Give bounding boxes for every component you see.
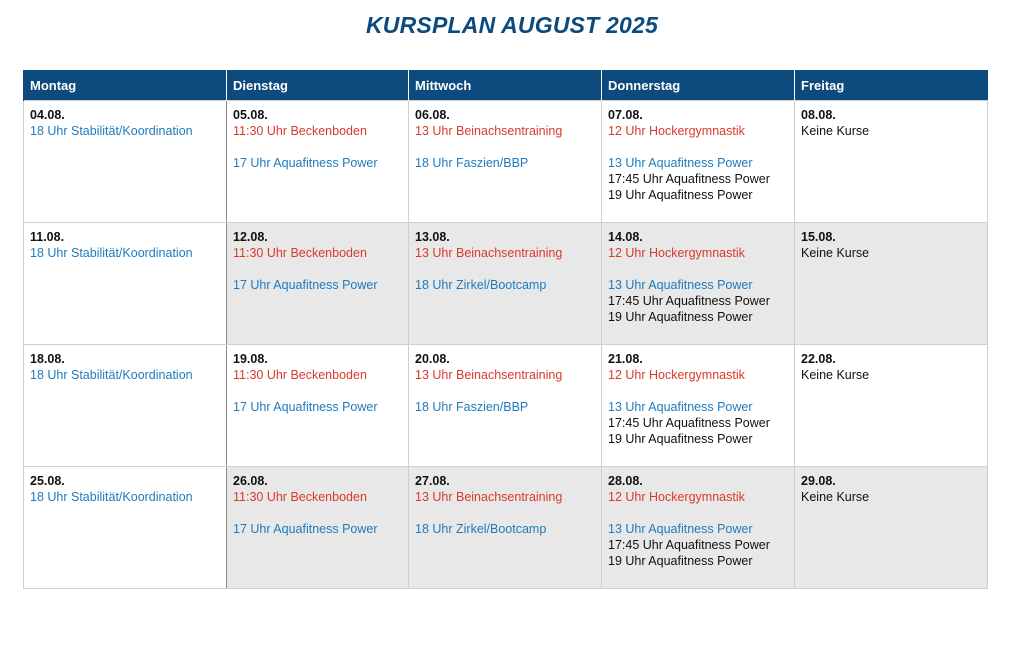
course-entry: 11:30 Uhr Beckenboden <box>233 124 367 138</box>
schedule-body <box>24 101 988 589</box>
day-date: 05.08. <box>233 108 268 122</box>
day-date: 22.08. <box>801 352 836 366</box>
course-entry: 17:45 Uhr Aquafitness Power <box>608 538 770 552</box>
course-entry: 12 Uhr Hockergymnastik <box>608 368 745 382</box>
course-entry: 18 Uhr Zirkel/Bootcamp <box>415 522 547 536</box>
course-entry: 18 Uhr Stabilität/Koordination <box>30 368 193 382</box>
day-date: 07.08. <box>608 108 643 122</box>
day-cell <box>409 467 602 589</box>
course-entry: Keine Kurse <box>801 490 870 504</box>
course-entry: 13 Uhr Beinachsentraining <box>415 368 563 382</box>
course-entry: 18 Uhr Stabilität/Koordination <box>30 124 193 138</box>
day-date: 04.08. <box>30 108 65 122</box>
week-row <box>24 223 988 345</box>
day-cell <box>602 101 795 223</box>
spacer-line <box>415 261 595 277</box>
course-entry: 18 Uhr Stabilität/Koordination <box>30 490 193 504</box>
day-cell <box>602 467 795 589</box>
course-entry: 13 Uhr Beinachsentraining <box>415 246 563 260</box>
course-entry: 18 Uhr Faszien/BBP <box>415 156 529 170</box>
day-date: 20.08. <box>415 352 450 366</box>
course-entry: 19 Uhr Aquafitness Power <box>608 554 753 568</box>
day-cell <box>409 101 602 223</box>
spacer-line <box>233 505 402 521</box>
spacer-line <box>415 383 595 399</box>
course-entry: 12 Uhr Hockergymnastik <box>608 124 745 138</box>
day-cell <box>602 223 795 345</box>
course-entry: 12 Uhr Hockergymnastik <box>608 246 745 260</box>
day-date: 18.08. <box>30 352 65 366</box>
day-date: 19.08. <box>233 352 268 366</box>
day-cell <box>24 101 227 223</box>
course-entry: Keine Kurse <box>801 368 870 382</box>
week-row <box>24 101 988 223</box>
course-entry: 11:30 Uhr Beckenboden <box>233 246 367 260</box>
page-title: KURSPLAN AUGUST 2025 <box>366 12 658 38</box>
course-entry: 17:45 Uhr Aquafitness Power <box>608 172 770 186</box>
course-entry: 13 Uhr Aquafitness Power <box>608 156 753 170</box>
course-entry: 13 Uhr Aquafitness Power <box>608 278 753 292</box>
course-entry: 17:45 Uhr Aquafitness Power <box>608 416 770 430</box>
day-date: 26.08. <box>233 474 268 488</box>
day-date: 28.08. <box>608 474 643 488</box>
course-schedule-table <box>23 70 988 589</box>
day-date: 13.08. <box>415 230 450 244</box>
course-entry: Keine Kurse <box>801 246 870 260</box>
day-cell <box>24 223 227 345</box>
day-cell <box>602 345 795 467</box>
header-cell: Mittwoch <box>409 70 602 101</box>
course-entry: 18 Uhr Zirkel/Bootcamp <box>415 278 547 292</box>
day-cell <box>795 223 988 345</box>
day-cell <box>24 345 227 467</box>
day-cell <box>227 345 409 467</box>
day-cell <box>795 101 988 223</box>
day-cell <box>227 467 409 589</box>
spacer-line <box>415 505 595 521</box>
spacer-line <box>233 383 402 399</box>
day-date: 29.08. <box>801 474 836 488</box>
spacer-line <box>608 261 788 277</box>
week-row <box>24 467 988 589</box>
week-row <box>24 345 988 467</box>
spacer-line <box>608 505 788 521</box>
day-cell <box>409 345 602 467</box>
course-entry: 19 Uhr Aquafitness Power <box>608 310 753 324</box>
course-entry: 11:30 Uhr Beckenboden <box>233 490 367 504</box>
course-entry: Keine Kurse <box>801 124 870 138</box>
day-date: 14.08. <box>608 230 643 244</box>
course-entry: 19 Uhr Aquafitness Power <box>608 188 753 202</box>
day-date: 25.08. <box>30 474 65 488</box>
course-entry: 13 Uhr Beinachsentraining <box>415 490 563 504</box>
header-cell: Montag <box>24 70 227 101</box>
course-entry: 13 Uhr Beinachsentraining <box>415 124 563 138</box>
day-date: 11.08. <box>30 230 65 244</box>
header-cell: Donnerstag <box>602 70 795 101</box>
day-date: 27.08. <box>415 474 450 488</box>
day-cell <box>409 223 602 345</box>
spacer-line <box>608 383 788 399</box>
course-entry: 17 Uhr Aquafitness Power <box>233 522 378 536</box>
day-date: 21.08. <box>608 352 643 366</box>
course-entry: 12 Uhr Hockergymnastik <box>608 490 745 504</box>
header-cell: Dienstag <box>227 70 409 101</box>
header-cell: Freitag <box>795 70 988 101</box>
course-entry: 13 Uhr Aquafitness Power <box>608 400 753 414</box>
course-entry: 17 Uhr Aquafitness Power <box>233 400 378 414</box>
spacer-line <box>233 261 402 277</box>
course-entry: 19 Uhr Aquafitness Power <box>608 432 753 446</box>
course-entry: 18 Uhr Stabilität/Koordination <box>30 246 193 260</box>
spacer-line <box>608 139 788 155</box>
course-entry: 18 Uhr Faszien/BBP <box>415 400 529 414</box>
spacer-line <box>233 139 402 155</box>
day-cell <box>795 345 988 467</box>
course-entry: 13 Uhr Aquafitness Power <box>608 522 753 536</box>
course-entry: 17:45 Uhr Aquafitness Power <box>608 294 770 308</box>
course-entry: 17 Uhr Aquafitness Power <box>233 278 378 292</box>
header-row <box>24 70 988 101</box>
spacer-line <box>415 139 595 155</box>
day-date: 12.08. <box>233 230 268 244</box>
day-date: 08.08. <box>801 108 836 122</box>
day-cell <box>227 223 409 345</box>
day-cell <box>24 467 227 589</box>
day-cell <box>227 101 409 223</box>
day-cell <box>795 467 988 589</box>
course-entry: 17 Uhr Aquafitness Power <box>233 156 378 170</box>
day-date: 15.08. <box>801 230 836 244</box>
course-entry: 11:30 Uhr Beckenboden <box>233 368 367 382</box>
day-date: 06.08. <box>415 108 450 122</box>
